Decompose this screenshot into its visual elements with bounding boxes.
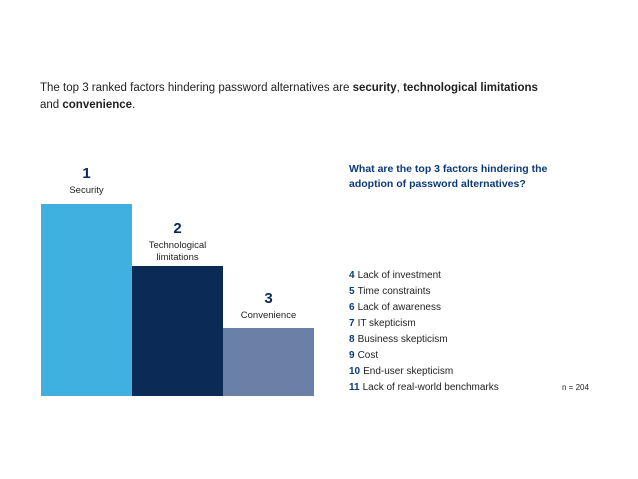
headline (40, 80, 580, 114)
rank-text-2-line2: limitations (156, 252, 199, 263)
headline-factor-convenience: convenience (62, 99, 133, 111)
list-item-rank: 7 (349, 318, 355, 329)
list-item-rank: 10 (349, 366, 361, 377)
list-item-label: Time constraints (357, 286, 431, 297)
list-item (349, 284, 499, 300)
bar-rank-3-convenience (223, 328, 314, 396)
list-item-label: Cost (357, 350, 379, 361)
list-item (349, 348, 499, 364)
bar-rank-2-technological-limitations (132, 266, 223, 396)
list-item (349, 380, 499, 396)
list-item-label: Lack of investment (357, 270, 441, 281)
list-item (349, 364, 499, 380)
list-item-label: Lack of real-world benchmarks (362, 382, 499, 393)
list-item (349, 316, 499, 332)
rank-label-3 (223, 290, 314, 322)
bar-rank-1-security (41, 204, 132, 396)
headline-factor-security: security (352, 82, 397, 94)
rank-text-3: Convenience (240, 310, 297, 321)
rank-number-2: 2 (173, 220, 182, 237)
question-heading: What are the top 3 factors hindering the adoption of password alternatives? (349, 163, 548, 190)
headline-prefix: The top 3 ranked factors hindering password alternatives are (40, 82, 353, 94)
rank-label-1 (41, 165, 132, 197)
list-item (349, 332, 499, 348)
list-item-label: Business skepticism (357, 334, 448, 345)
rank-text-1: Security (69, 185, 104, 196)
list-item-rank: 11 (349, 382, 360, 393)
sample-size-note: n = 204 (562, 383, 589, 392)
rank-number-3: 3 (264, 290, 273, 307)
other-factors-list (349, 268, 499, 396)
headline-factor-technological: technological limitations (403, 82, 538, 94)
rank-label-2 (132, 220, 223, 264)
list-item-label: End-user skepticism (363, 366, 454, 377)
rank-number-1: 1 (82, 165, 91, 182)
list-item-rank: 9 (349, 350, 355, 361)
list-item-rank: 5 (349, 286, 355, 297)
list-item-rank: 6 (349, 302, 355, 313)
list-item-label: IT skepticism (357, 318, 416, 329)
headline-separator: , (396, 82, 404, 94)
list-item-label: Lack of awareness (357, 302, 441, 313)
list-item (349, 300, 499, 316)
list-item-rank: 8 (349, 334, 355, 345)
list-item (349, 268, 499, 284)
headline-line2-prefix: and (40, 99, 63, 111)
list-item-rank: 4 (349, 270, 355, 281)
headline-end: . (132, 99, 136, 111)
rank-text-2-line1: Technological (148, 240, 207, 251)
rank-text-2 (132, 240, 223, 264)
